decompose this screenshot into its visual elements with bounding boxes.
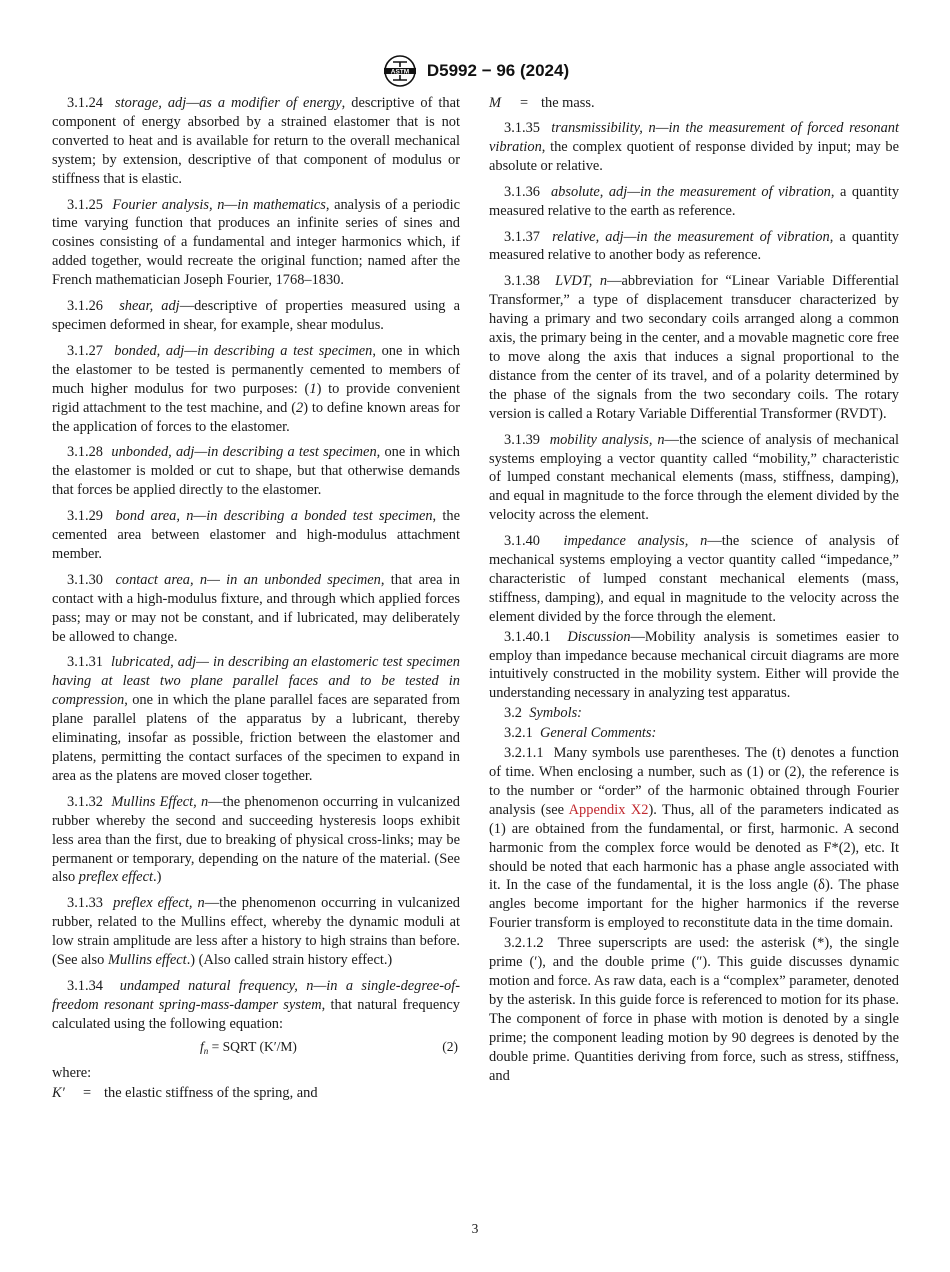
where-label: where: — [52, 1064, 92, 1081]
definition-3-1-34: 3.1.34 undamped natural frequency, n—in a single-degree-of-freedom resonant spring-mass-damper system, that natural frequency calculated using the following equation: — [52, 977, 460, 1032]
definition-3-1-30: 3.1.30 contact area, n— in an unbonded specimen, that area in contact with a high-modulus fixture, and through which applied forces pass; may or may not be constant, and if lubricated, may deliberately be allowed to change. — [52, 571, 460, 645]
document-designation: D5992 − 96 (2024) — [426, 61, 570, 80]
page-number: 3 — [471, 1221, 479, 1236]
definition-3-1-40: 3.1.40 impedance analysis, n—the science of analysis of mechanical systems employing a vector quantity called “impedance,” characteristic of lumped constant mechanical elements (mass, stiffness, damping), and equal in magnitude to the velocity across the element divided by the force through the element. — [489, 533, 899, 625]
equation-2 — [52, 1038, 460, 1058]
symbol-definition-k: K′ = the elastic stiffness of the spring, and — [52, 1084, 318, 1101]
definition-3-1-26: 3.1.26 shear, adj—descriptive of properties measured using a specimen deformed in shear, for example, shear modulus. — [52, 298, 460, 333]
definition-3-1-31: 3.1.31 lubricated, adj— in describing an elastomeric test specimen having at least two plane parallel faces and to be tested in compression, one in which the plane parallel faces are separated from plane parallel platens of the apparatus by a lubricant, thereby eliminating, insofar as possible, friction between the elastomer and platens, permitting the contact surfaces of the specimen to expand in area as the platens are moved closer together. — [52, 654, 460, 784]
appendix-x2-link[interactable]: Appendix X2 — [568, 801, 649, 818]
equation-formula: $f_n$ = SQRT (K′/M) — [200, 1038, 297, 1056]
definition-3-1-36: 3.1.36 absolute, adj—in the measurement of vibration, a quantity measured relative to the earth as reference. — [489, 183, 900, 219]
definition-3-1-37: 3.1.37 relative, adj—in the measurement of vibration, a quantity measured relative to another body as reference. — [489, 228, 899, 264]
definition-3-1-33: 3.1.33 preflex effect, n—the phenomenon occurring in vulcanized rubber, related to the Mullins effect, whereby the dynamic moduli at low strain amplitude are less after a history to high strains than before. (See also Mullins effect.) (Also called strain history effect.) — [52, 895, 460, 969]
symbol-definition-m: M = the mass. — [489, 95, 595, 111]
paragraph-3-2-1-2: 3.2.1.2 Three superscripts are used: the asterisk (*), the single prime (′), and the double prime (″). This guide discusses dynamic motion and force. As raw data, each is a “complex” parameter, denoted by the asterisk. In this guide force is referenced to motion for its phase. The component of force in phase with motion is denoted by a single prime; the component leading motion by 90 degrees is denoted by the double prime. Quantities deriving from force, such as stress, stiffness, and — [489, 935, 899, 1084]
definition-3-1-28: 3.1.28 unbonded, adj—in describing a test specimen, one in which the elastomer is molded or cut to shape, but that otherwise demands that forces be applied directly to the elastomer. — [52, 444, 460, 499]
definition-3-1-38: 3.1.38 LVDT, n—abbreviation for “Linear Variable Differential Transformer,” a type of displacement transducer characterized by having a primary and two secondary coils arranged along a common axis, the primary being in the center, and a movable magnetic core free to move along the axis that induces a signal proportional to the distance from the center of its travel, and of a polarity determined by the phase of the signals from the two secondary coils. The rotary version is called a Rotary Variable Differential Transformer (RVDT). — [489, 273, 899, 422]
definition-3-1-25: 3.1.25 Fourier analysis, n—in mathematics, analysis of a periodic time varying function that produces an infinite series of sines and cosines consisting of a fundamental and integer harmonics which, if added together, would recreate the original function; named after the French mathematician Joseph Fourier, 1768–1830. — [52, 196, 461, 289]
definition-3-1-35: 3.1.35 transmissibility, n—in the measurement of forced resonant vibration, the complex quotient of response divided by input; may be absolute or relative. — [489, 120, 899, 174]
right-column — [489, 94, 899, 1086]
left-column — [52, 94, 460, 1109]
section-3-2-1-general-comments: 3.2.1 General Comments: — [504, 725, 657, 742]
equation-number: (2) — [442, 1038, 458, 1054]
definition-3-1-24: 3.1.24 storage, adj—as a modifier of energy, descriptive of that component of energy absorbed by a strained elastomer that is not converted to heat and is available for return to the overall mechanical system; by extension, descriptive of that component of modulus or stiffness that is elastic. — [52, 95, 461, 187]
definition-3-1-39: 3.1.39 mobility analysis, n—the science of analysis of mechanical systems employing a vector quantity called “mobility,” characteristic of lumped constant mechanical elements (mass, stiffness, damping), and equal in magnitude to the force through the element divided by the velocity across the element. — [489, 431, 899, 524]
discussion-3-1-40-1: 3.1.40.1 Discussion—Mobility analysis is sometimes easier to employ than impedance because mechanical circuit diagrams are more intuitively constructed in the mobility system. Either will provide the understanding necessary in analyzing test apparatus. — [489, 628, 899, 702]
astm-logo-icon — [381, 52, 419, 90]
page-header — [0, 52, 950, 90]
svg-text:ASTM: ASTM — [390, 68, 410, 76]
definition-3-1-27: 3.1.27 bonded, adj—in describing a test specimen, one in which the elastomer to be tested is permanently cemented to members of much higher modulus for two purposes: (1) to provide convenient rigid attachment to the test machine, and (2) to define known areas for the application of forces to the elastomer. — [52, 342, 461, 435]
definition-3-1-29: 3.1.29 bond area, n—in describing a bonded test specimen, the cemented area between elastomer and high-modulus attachment member. — [52, 508, 460, 562]
section-3-2-symbols: 3.2 Symbols: — [504, 705, 582, 722]
definition-3-1-32: 3.1.32 Mullins Effect, n—the phenomenon occurring in vulcanized rubber whereby the second and succeeding hysteresis loops exhibit less area than the first, due to breaking of physical cross-links; may be permanent or temporary, depending on the nature of the material. (See also preflex effect.) — [52, 793, 461, 886]
paragraph-3-2-1-1: 3.2.1.1 Many symbols use parentheses. The (t) denotes a function of time. When enclosing a number, such as (1) or (2), the reference is to the number or “order” of the harmonic obtained through Fourier analysis (see Appendix X2). Thus, all of the parameters indicated as (1) are obtained from the fundamental, or first, harmonic. A second harmonic from the complex force would be denoted as F*(2), etc. It should be noted that each harmonic has a phase angle associated with it. In the case of the fundamental, it is the loss angle (δ). The phase angles become important for the higher harmonics if the reverse Fourier transform is employed to reconstitute data in the time domain. — [489, 745, 899, 932]
